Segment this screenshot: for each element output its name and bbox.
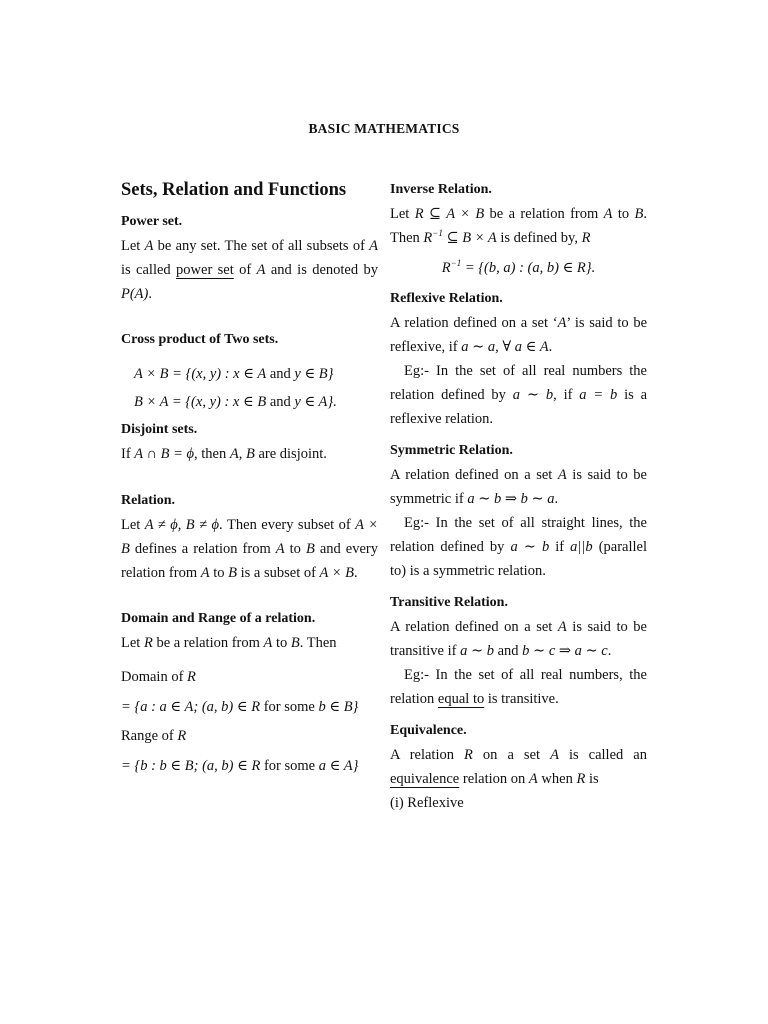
math: A, B <box>229 446 255 462</box>
math: = {a : a ∈ A; (a, b) ∈ R <box>121 699 261 715</box>
text: , if <box>553 387 580 403</box>
disjoint-block <box>121 418 378 466</box>
math-superscript: −1 <box>432 228 443 239</box>
text: of <box>233 262 257 278</box>
math: A <box>603 206 613 222</box>
text: A relation defined on a set ‘ <box>390 315 558 331</box>
reflexive-text <box>390 311 647 359</box>
math-superscript: −1 <box>450 258 462 269</box>
disjoint-text <box>121 442 378 466</box>
text: be a relation from <box>484 206 604 222</box>
domain-range-heading: Domain and Range of a relation. <box>121 611 316 626</box>
math: B <box>290 635 300 651</box>
math: A <box>557 619 567 635</box>
text: is a subset of <box>236 565 320 581</box>
math: R ⊆ A × B <box>414 206 485 222</box>
text: Eg:- In the set of all straight lines, the relation defined by <box>390 515 647 555</box>
math: a = b <box>579 387 618 403</box>
text: is defined by, <box>496 230 582 246</box>
math: R <box>581 230 591 246</box>
left-column <box>121 176 378 778</box>
math: B × A = {(x, y) : x ∈ B <box>134 394 267 410</box>
text: . <box>607 643 612 659</box>
math: B <box>634 206 644 222</box>
cross-eq-2 <box>121 390 378 414</box>
math: R <box>187 669 196 685</box>
math: A <box>275 541 285 557</box>
math: P(A) <box>121 286 149 302</box>
inverse-block <box>390 178 647 280</box>
text: A relation defined on a set <box>390 619 558 635</box>
transitive-text <box>390 615 647 663</box>
text: on a set <box>472 747 551 763</box>
text: Range of <box>121 728 178 744</box>
math: a ∼ b <box>510 539 550 555</box>
math: R <box>143 635 153 651</box>
text: to <box>209 565 229 581</box>
equivalence-item-1: (i) Reflexive <box>390 795 464 811</box>
text: is called <box>121 262 177 278</box>
math: A × B = {(x, y) : x ∈ A <box>134 366 267 382</box>
text: is <box>585 771 599 787</box>
term-equivalence: equivalence <box>390 771 460 787</box>
text: . Then <box>390 206 648 246</box>
text: is said to be symmetric if <box>390 467 647 507</box>
text: . <box>354 565 358 581</box>
text: and <box>266 394 295 410</box>
math: A <box>144 238 154 254</box>
page-title: BASIC MATHEMATICS <box>308 121 460 136</box>
math: a ∼ a, ∀ a ∈ A <box>461 339 549 355</box>
math: a ∈ A} <box>318 758 359 774</box>
math: R <box>177 728 187 744</box>
math: B <box>305 541 315 557</box>
math: A <box>557 467 567 483</box>
math: = {(b, a) : (a, b) ∈ R}. <box>461 260 596 276</box>
math: A <box>200 565 210 581</box>
relation-text <box>121 513 378 585</box>
math: A <box>557 315 567 331</box>
math: y ∈ A}. <box>294 394 337 410</box>
term-power-set: power set <box>176 262 234 278</box>
math: A <box>550 747 559 763</box>
reflexive-example <box>390 359 647 431</box>
math: R <box>464 747 473 763</box>
inverse-heading: Inverse Relation. <box>390 182 492 197</box>
text: to <box>284 541 306 557</box>
symmetric-text <box>390 463 647 511</box>
reflexive-heading: Reflexive Relation. <box>390 291 503 306</box>
text: Domain of <box>121 669 188 685</box>
math: a ∼ b <box>512 387 554 403</box>
math: y ∈ B} <box>294 366 334 382</box>
equivalence-block <box>390 719 647 815</box>
text: and <box>266 366 295 382</box>
domain-label <box>121 665 378 689</box>
reflexive-block <box>390 287 647 431</box>
relation-heading: Relation. <box>121 493 176 508</box>
text: be any set. The set of all subsets of <box>153 238 370 254</box>
math: A <box>528 771 538 787</box>
math: b ∈ B} <box>318 699 359 715</box>
math: ⊆ B × A <box>442 230 497 246</box>
math: A × B <box>121 517 378 557</box>
equivalence-heading: Equivalence. <box>390 723 467 738</box>
transitive-example <box>390 663 647 711</box>
math: R <box>576 771 586 787</box>
relation-block <box>121 489 378 585</box>
text: A relation defined on a set <box>390 467 558 483</box>
inverse-text <box>390 202 647 250</box>
text: Let <box>121 517 145 533</box>
inverse-equation <box>390 256 647 280</box>
math: A <box>263 635 273 651</box>
math: R <box>423 230 433 246</box>
transitive-heading: Transitive Relation. <box>390 595 508 610</box>
range-label <box>121 724 378 748</box>
text: . <box>548 339 553 355</box>
text: be a relation from <box>152 635 264 651</box>
text: to <box>612 206 635 222</box>
power-set-heading: Power set. <box>121 214 183 229</box>
text: , then <box>194 446 230 462</box>
math: A × B <box>319 565 355 581</box>
math: = {b : b ∈ B; (a, b) ∈ R <box>121 758 261 774</box>
range-equation <box>121 754 378 778</box>
text: and every relation from <box>121 541 378 581</box>
math: A <box>369 238 378 254</box>
math: B <box>228 565 237 581</box>
text: . Then <box>299 635 337 651</box>
text: Let <box>121 238 145 254</box>
cross-eq-1 <box>121 362 378 386</box>
power-set-text <box>121 234 378 306</box>
text: A relation <box>390 747 465 763</box>
text: for some <box>260 758 319 774</box>
text: is called an <box>558 747 647 763</box>
section-title: Sets, Relation and Functions <box>121 180 347 200</box>
symmetric-heading: Symmetric Relation. <box>390 443 513 458</box>
text: Let <box>121 635 144 651</box>
text: (parallel to) is a symmetric relation. <box>390 539 648 579</box>
math: b ∼ c ⇒ a ∼ c <box>522 643 608 659</box>
text: . <box>554 491 559 507</box>
right-column <box>390 176 647 815</box>
domain-range-text <box>121 631 378 655</box>
text: is said to be transitive if <box>390 619 647 659</box>
text: to <box>272 635 291 651</box>
term-equal-to: equal to <box>437 691 485 707</box>
text: defines a relation from <box>129 541 276 557</box>
text: when <box>537 771 577 787</box>
math: A ≠ ϕ, B ≠ ϕ <box>144 517 219 533</box>
domain-equation <box>121 695 378 719</box>
text: is transitive. <box>484 691 559 707</box>
text: . <box>148 286 152 302</box>
math: A ∩ B = ϕ <box>134 446 195 462</box>
domain-range-block <box>121 607 378 778</box>
equivalence-text <box>390 743 647 791</box>
text: and <box>493 643 523 659</box>
math: a||b <box>570 539 593 555</box>
text: are disjoint. <box>254 446 327 462</box>
math: R <box>441 260 451 276</box>
text: if <box>549 539 571 555</box>
symmetric-example <box>390 511 647 583</box>
math: a ∼ b ⇒ b ∼ a <box>467 491 555 507</box>
text: Eg:- In the set of all real numbers, the relation <box>390 667 647 707</box>
text: relation on <box>459 771 529 787</box>
cross-product-block <box>121 328 378 414</box>
math: a ∼ b <box>460 643 494 659</box>
symmetric-block <box>390 439 647 583</box>
text: If <box>121 446 135 462</box>
math: A <box>256 262 266 278</box>
text: is a reflexive relation. <box>390 387 648 427</box>
text: and is denoted by <box>265 262 378 278</box>
text: . Then every subset of <box>218 517 356 533</box>
power-set-block <box>121 210 378 306</box>
text: ’ is said to be reflexive, if <box>390 315 647 355</box>
text: Eg:- In the set of all real numbers the relation defined by <box>390 363 647 403</box>
text: for some <box>260 699 319 715</box>
cross-product-heading: Cross product of Two sets. <box>121 332 279 347</box>
transitive-block <box>390 591 647 711</box>
text: Let <box>390 206 415 222</box>
disjoint-heading: Disjoint sets. <box>121 422 198 437</box>
